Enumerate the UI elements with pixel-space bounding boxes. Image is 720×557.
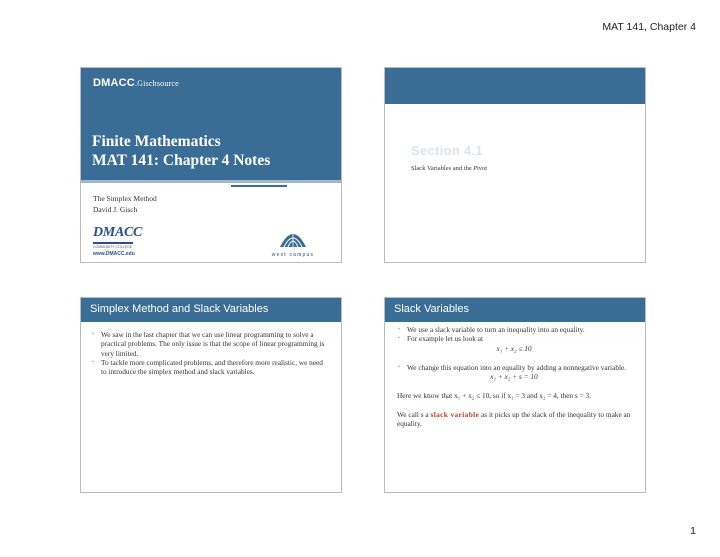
section-title: Section 4.1 [411, 143, 483, 158]
page-number: 1 [690, 525, 696, 537]
equation: x₁ + x₂ + s = 10 [490, 372, 538, 382]
bullet-item: ▪ We change this equation into an equality by adding a nonnegative variable. [397, 363, 631, 372]
slide-header: Simplex Method and Slack Variables [81, 298, 341, 322]
slide-content [81, 322, 341, 492]
accent-divider [231, 185, 287, 187]
slide-subtitle: The Simplex Method David J. Gisch [93, 194, 157, 214]
divider [81, 180, 341, 183]
slide-title-text: Finite Mathematics MAT 141: Chapter 4 Notes [92, 133, 271, 169]
paragraph: Here we know that x₁ + x₂ ≤ 10, so if x₁ = 3 and x₂ = 4, then s = 3. [397, 391, 591, 401]
slide-slack-variables [384, 297, 646, 493]
bullet-item: ▪ We saw in the last chapter that we can use linear programming to solve a practical problems. The only issue is that the scope of linear programming is very limited. [91, 330, 327, 358]
slide-content [385, 322, 645, 492]
paragraph: We call s a slack variable as it picks up the slack of the inequality to make an equality. [397, 409, 631, 429]
bullet-item: ▪ For example let us look at [397, 334, 631, 343]
slack-variable-term: slack variable [430, 409, 480, 419]
slide-section [384, 67, 646, 263]
brand-logo: DMACC.Gischsource [93, 77, 179, 89]
section-band [385, 68, 645, 104]
dome-icon [278, 223, 308, 249]
inequality: x₁ + x₂ ≤ 10 [496, 343, 532, 353]
bullet-item: ▪ To tackle more complicated problems, and therefore more realistic, we need to introduce the simplex method and slack variables. [91, 358, 327, 377]
slide-header: Slack Variables [385, 298, 645, 322]
bullet-item: ▪ We use a slack variable to turn an inequality into an equality. [397, 325, 631, 334]
slide-title [80, 67, 342, 263]
dmacc-logo: DMACC COMMUNITY COLLEGE www.DMACC.edu [93, 225, 143, 257]
west-campus-logo: west campus [263, 223, 323, 258]
page-header: MAT 141, Chapter 4 [602, 21, 696, 33]
section-subtitle: Slack Variables and the Pivot [411, 165, 488, 172]
slide-simplex-intro [80, 297, 342, 493]
